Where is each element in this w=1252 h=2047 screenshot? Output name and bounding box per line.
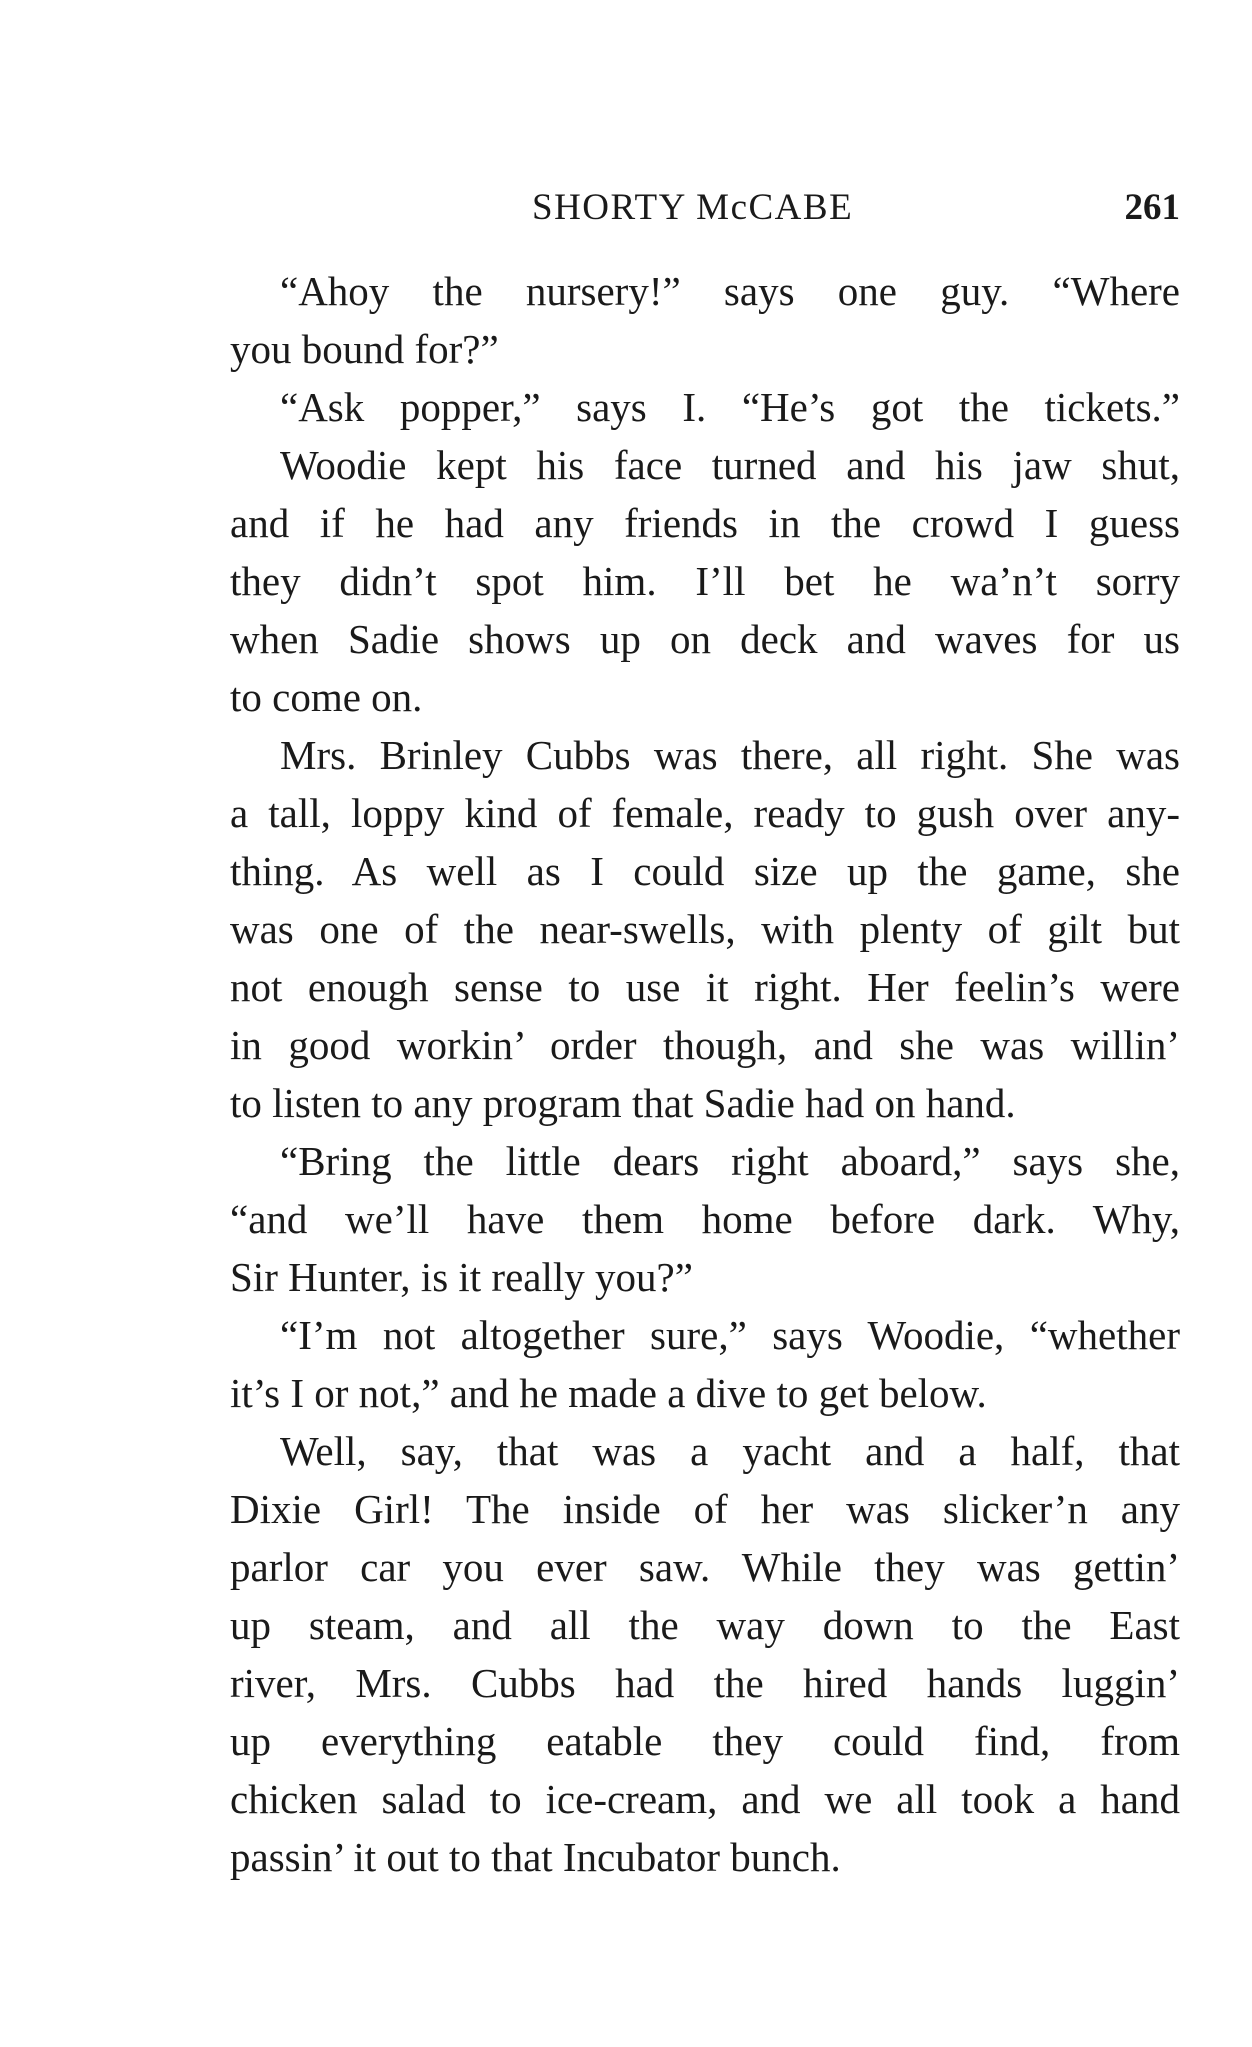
text-line: not enough sense to use it right. Her feelin’s were [230,964,1180,1010]
text-line: and if he had any friends in the crowd I guess [230,500,1180,546]
text-line: “and we’ll have them home before dark. Why, [230,1196,1180,1242]
text-line: Sir Hunter, is it really you?” [230,1254,693,1300]
text-line: parlor car you ever saw. While they was gettin’ [230,1544,1180,1590]
body-text [230,262,1180,1886]
text-line: you bound for?” [230,326,499,372]
text-line: it’s I or not,” and he made a dive to get below. [230,1370,987,1416]
page-header [230,178,1180,238]
text-line: “Ahoy the nursery!” says one guy. “Where [280,268,1180,314]
text-line: “Bring the little dears right aboard,” says she, [280,1138,1180,1184]
text-line: “I’m not altogether sure,” says Woodie, “whether [280,1312,1180,1358]
page-number: 261 [1124,187,1180,228]
text-line: Woodie kept his face turned and his jaw shut, [280,442,1180,488]
text-line: in good workin’ order though, and she was willin’ [230,1022,1180,1068]
text-line: Dixie Girl! The inside of her was slicker’n any [230,1486,1180,1532]
text-line: passin’ it out to that Incubator bunch. [230,1834,841,1880]
text-line: “Ask popper,” says I. “He’s got the tickets.” [280,384,1180,430]
text-line: to listen to any program that Sadie had on hand. [230,1080,1016,1126]
text-line: to come on. [230,674,423,720]
text-line: thing. As well as I could size up the game, she [230,848,1180,894]
text-line: when Sadie shows up on deck and waves for us [230,616,1180,662]
text-line: Mrs. Brinley Cubbs was there, all right. She was [280,732,1180,778]
running-head: SHORTY McCABE [532,187,854,228]
text-line: river, Mrs. Cubbs had the hired hands luggin’ [230,1660,1180,1706]
text-line: Well, say, that was a yacht and a half, that [280,1428,1180,1474]
text-line: up steam, and all the way down to the East [230,1602,1180,1648]
text-line: they didn’t spot him. I’ll bet he wa’n’t sorry [230,558,1180,604]
text-line: a tall, loppy kind of female, ready to gush over any- [230,790,1180,836]
text-line: chicken salad to ice-cream, and we all took a hand [230,1776,1180,1822]
text-line: was one of the near-swells, with plenty of gilt but [230,906,1180,952]
text-line: up everything eatable they could find, from [230,1718,1180,1764]
